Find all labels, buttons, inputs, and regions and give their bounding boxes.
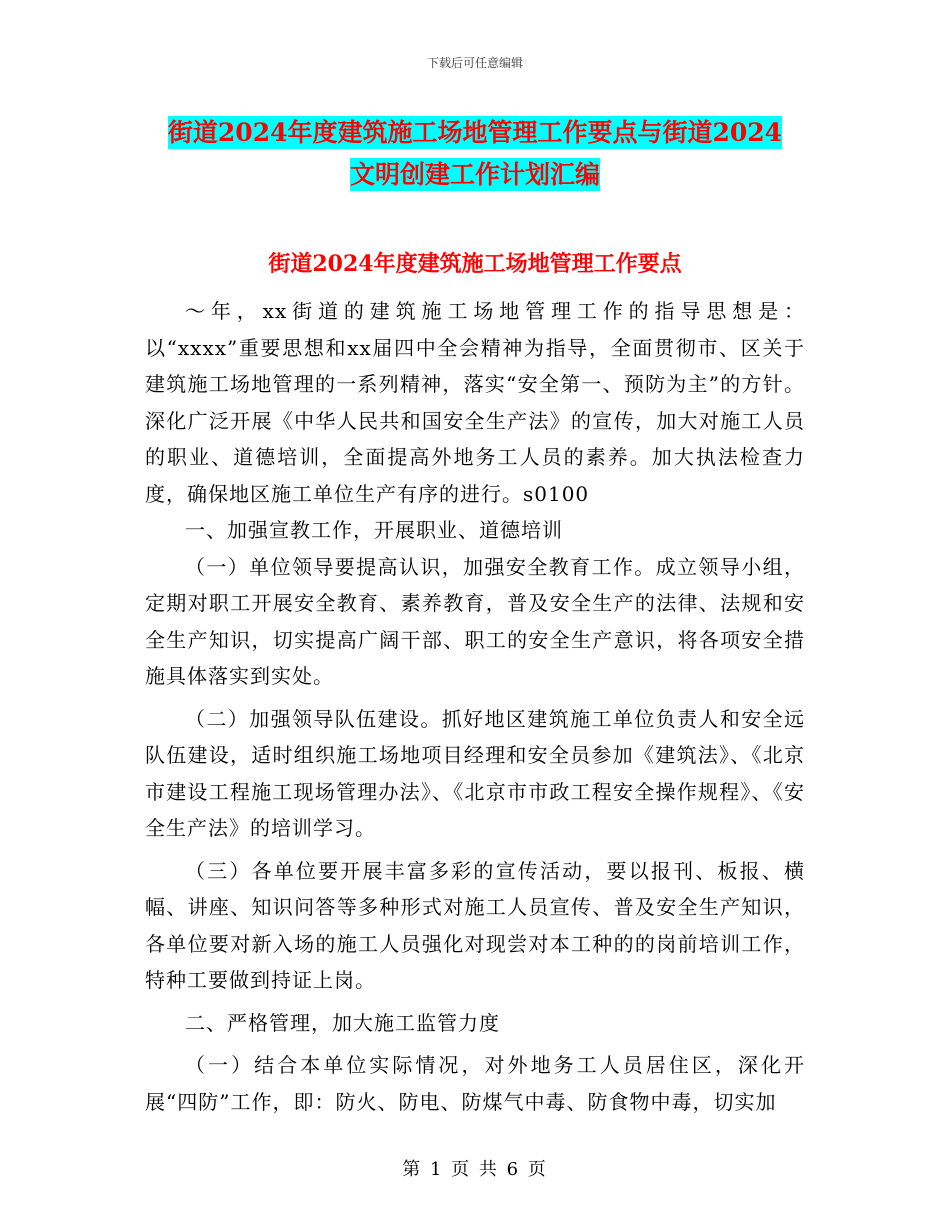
- paragraph: ～年，xx街道的建筑施工场地管理工作的指导思想是：以“xxxx”重要思想和xx届四中全会精神为指导，全面贯彻市、区关于建筑施工场地管理的一系列精神，落实“安全第一、预防为主”的方针。深化广泛开展《中华人民共和国安全生产法》的宣传，加大对施工人员的职业、道德培训，全面提高外地务工人员的素养。加大执法检查力度，确保地区施工单位生产有序的进行。s0100: [145, 299, 805, 506]
- paragraph: 一、加强宣教工作，开展职业、道德培训: [185, 518, 563, 542]
- paragraph: （一）单位领导要提高认识，加强安全教育工作。成立领导小组，定期对职工开展安全教育、素养教育，普及安全生产的法律、法规和安全生产知识，切实提高广阔干部、职工的安全生产意识，将各项安全措施具体落实到实处。: [145, 554, 805, 688]
- document-title: [0, 112, 950, 196]
- paragraph: （三）各单位要开展丰富多彩的宣传活动，要以报刊、板报、横幅、讲座、知识问答等多种形式对施工人员宣传、普及安全生产知识，各单位要对新入场的施工人员强化对现尝对本工种的的岗前培训工作，特种工要做到持证上岗。: [145, 858, 805, 992]
- paragraph: （一）结合本单位实际情况，对外地务工人员居住区，深化开展“四防”工作，即：防火、防电、防煤气中毒、防食物中毒，切实加: [145, 1053, 805, 1114]
- document-body: [145, 293, 805, 1120]
- document-title-line2: 文明创建工作计划汇编: [349, 160, 600, 189]
- page-number: 第 1 页 共 6 页: [402, 1159, 548, 1180]
- document-title-line1: 街道2024年度建筑施工场地管理工作要点与街道2024: [167, 118, 783, 147]
- section-title: 街道2024年度建筑施工场地管理工作要点: [268, 251, 682, 277]
- header-note: 下载后可任意编辑: [426, 56, 523, 70]
- paragraph: 二、严格管理，加大施工监管力度: [185, 1010, 500, 1035]
- paragraph: （二）加强领导队伍建设。抓好地区建筑施工单位负责人和安全远队伍建设，适时组织施工场地项目经理和安全员参加《建筑法》、《北京市建设工程施工现场管理办法》、《北京市市政工程安全操作规程》、《安全生产法》的培训学习。: [145, 706, 805, 840]
